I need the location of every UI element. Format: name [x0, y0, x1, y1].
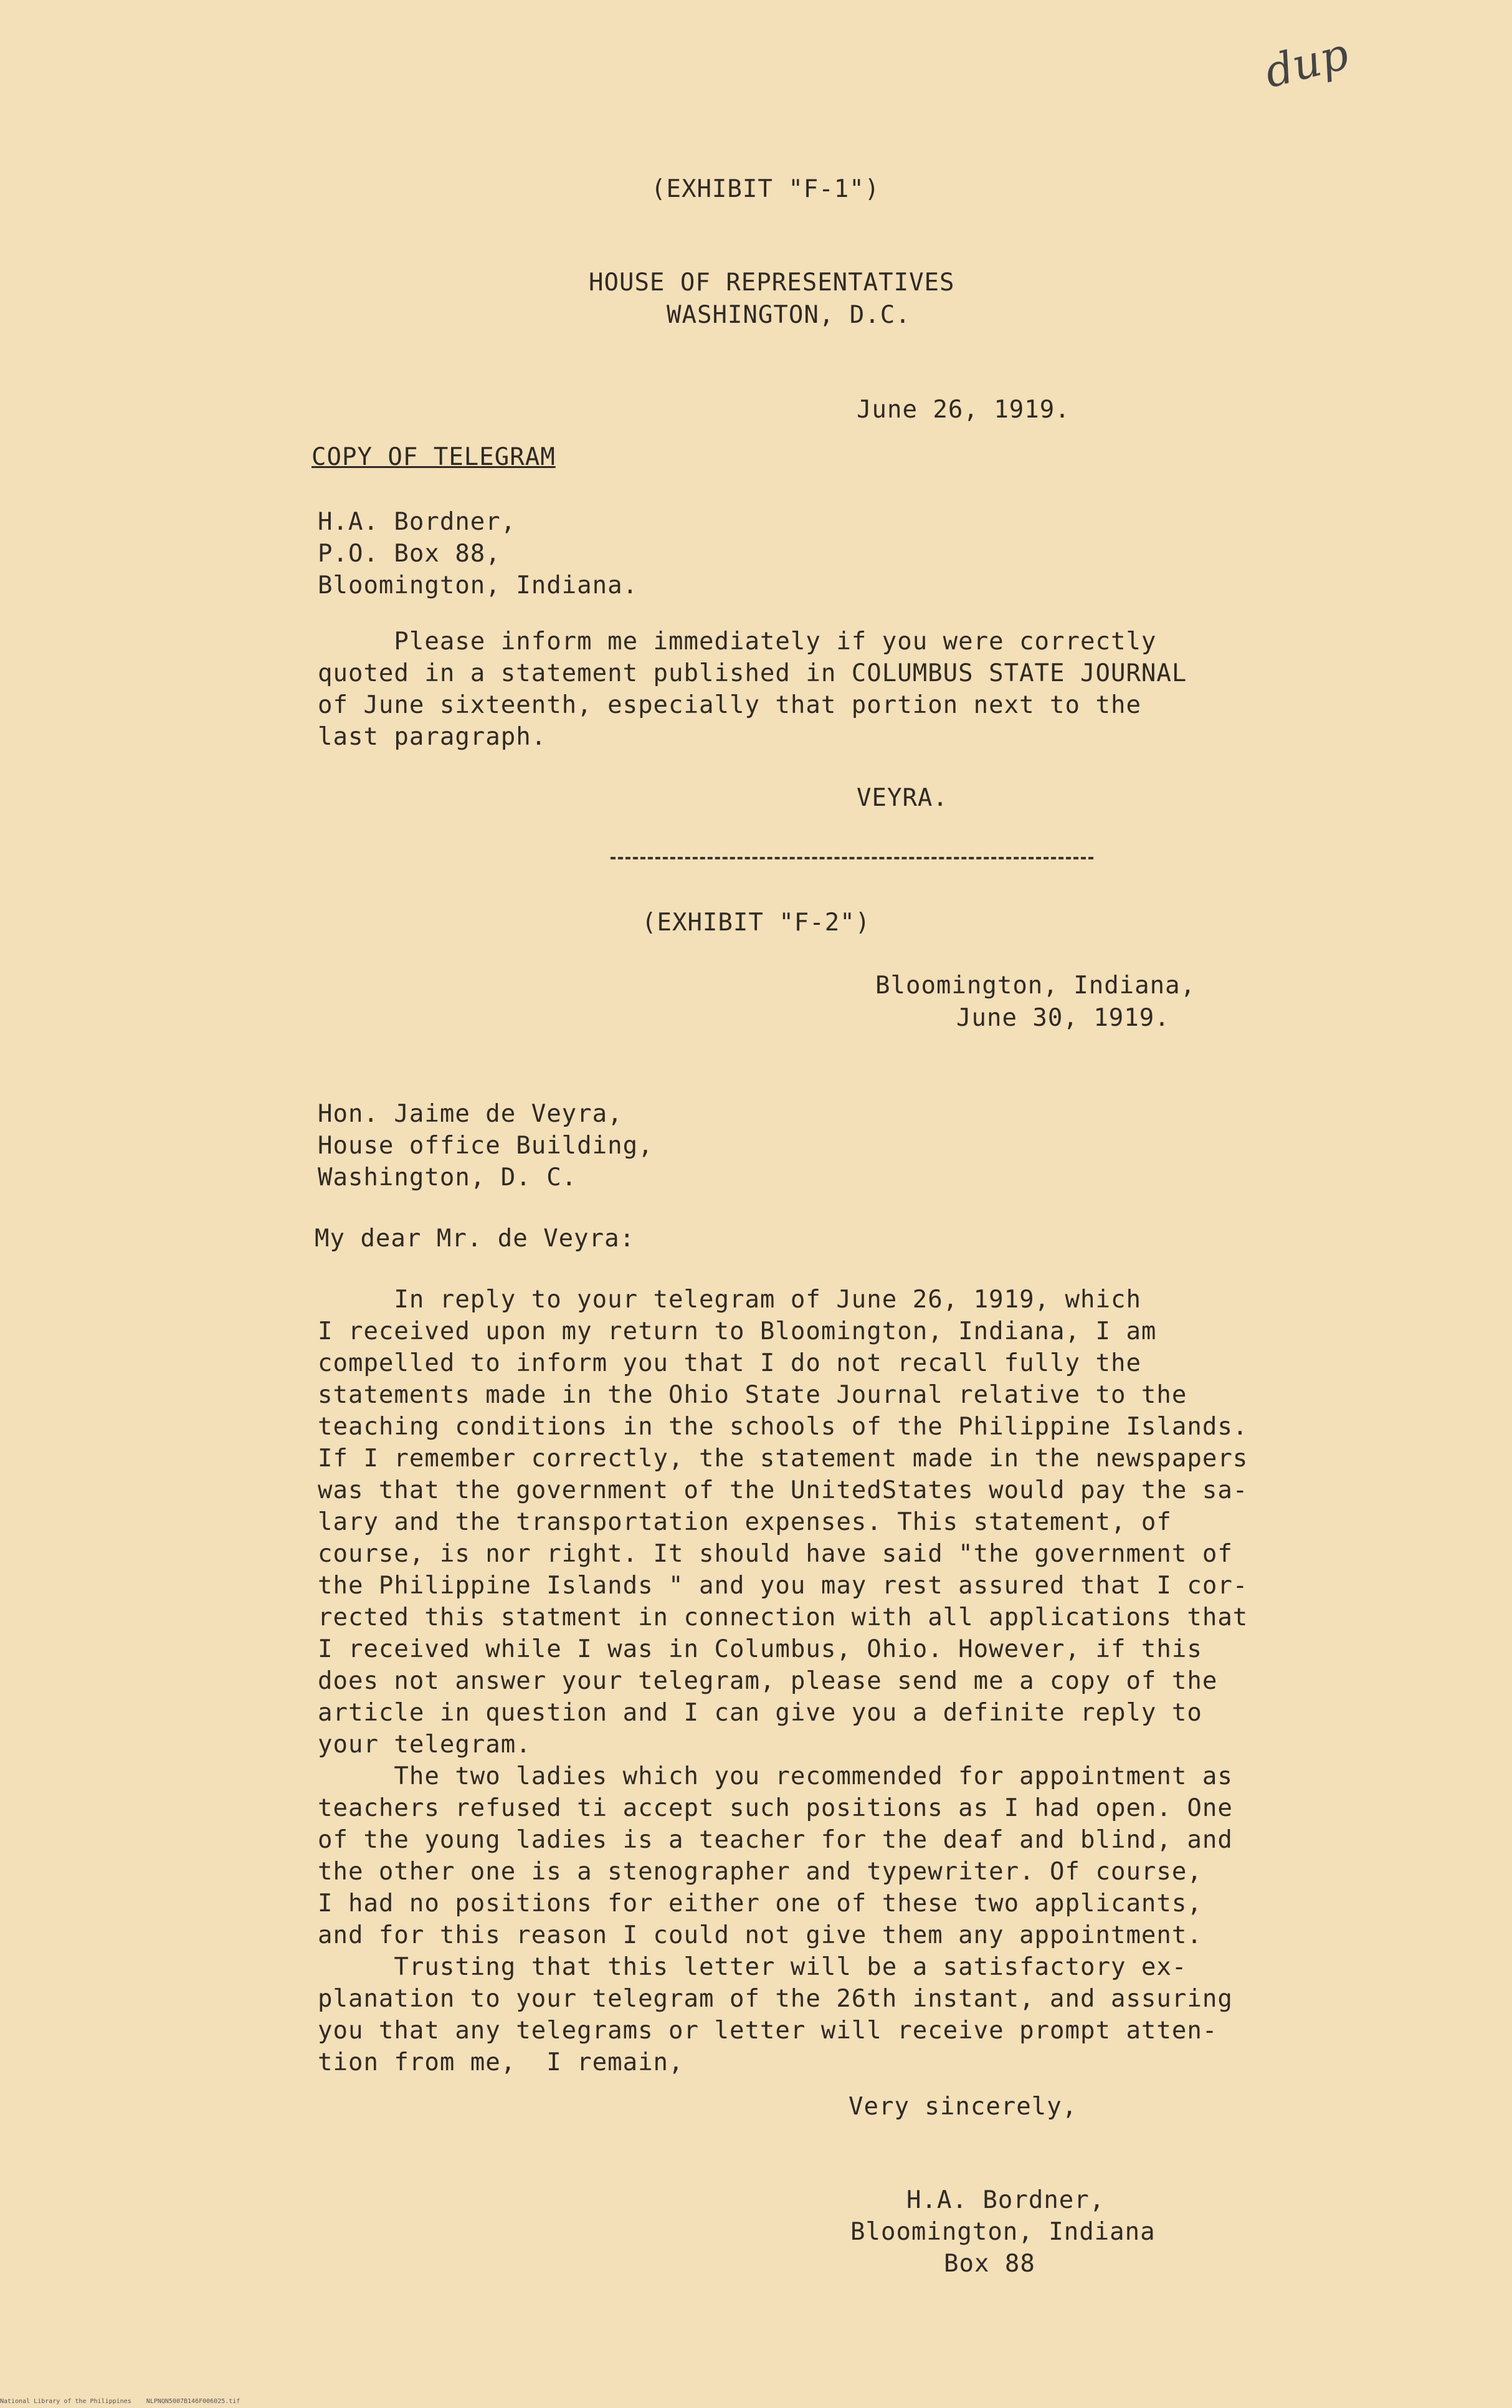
- body-line: compelled to inform you that I do not recall fully the: [318, 1349, 1141, 1377]
- body-line: statements made in the Ohio State Journal relative to the: [318, 1381, 1187, 1409]
- telegram-body: [318, 626, 1290, 753]
- body-line: you that any telegrams or letter will receive prompt atten-: [318, 2017, 1218, 2045]
- signature-line: Bloomington, Indiana: [850, 2218, 1156, 2246]
- address-line: Bloomington, Indiana.: [318, 571, 639, 600]
- body-line: of the young ladies is a teacher for the deaf and blind, and: [318, 1826, 1233, 1854]
- body-line: rected this statment in connection with all applications that: [318, 1603, 1248, 1632]
- body-line: I had no positions for either one of these two applicants,: [318, 1890, 1202, 1918]
- letter-date: June 30, 1919.: [956, 1004, 1170, 1032]
- body-line: I received upon my return to Bloomington, Indiana, I am: [318, 1317, 1157, 1345]
- signature-line: Box 88: [944, 2250, 1035, 2278]
- body-line: the Philippine Islands " and you may rest assured that I cor-: [318, 1572, 1248, 1600]
- letter-body: [318, 1284, 1290, 2078]
- body-line: Please inform me immediately if you were correctly: [318, 628, 1157, 656]
- address-line: H.A. Bordner,: [318, 508, 516, 536]
- body-line: of June sixteenth, especially that portion next to the: [318, 691, 1141, 719]
- body-line: tion from me, I remain,: [318, 2048, 684, 2076]
- body-line: the other one is a stenographer and typewriter. Of course,: [318, 1858, 1202, 1886]
- body-line: was that the government of the UnitedStates would pay the sa-: [318, 1476, 1248, 1504]
- body-line: I received while I was in Columbus, Ohio. However, if this: [318, 1635, 1202, 1663]
- body-line: and for this reason I could not give them any appointment.: [318, 1921, 1202, 1949]
- letter-place: Bloomington, Indiana,: [875, 972, 1196, 1000]
- body-line: planation to your telegram of the 26th instant, and assuring: [318, 1985, 1233, 2013]
- handwritten-annotation: dup: [1260, 27, 1354, 98]
- letterhead-line-2: WASHINGTON, D.C.: [667, 301, 911, 329]
- body-line: If I remember correctly, the statement made in the newspapers: [318, 1445, 1248, 1473]
- signature-line: H.A. Bordner,: [906, 2186, 1105, 2214]
- body-line: teachers refused ti accept such positions as I had open. One: [318, 1794, 1233, 1822]
- letter-salutation: My dear Mr. de Veyra:: [315, 1225, 635, 1253]
- letter-recipient: [318, 1098, 1290, 1193]
- copy-of-telegram-label: COPY OF TELEGRAM: [311, 443, 556, 471]
- letter-closing: Very sincerely,: [849, 2093, 1078, 2121]
- recipient-line: Hon. Jaime de Veyra,: [318, 1100, 623, 1128]
- recipient-line: House office Building,: [318, 1132, 654, 1160]
- letterhead-line-1: HOUSE OF REPRESENTATIVES: [589, 269, 955, 297]
- body-line: In reply to your telegram of June 26, 1919, which: [318, 1286, 1141, 1314]
- letter-signature: [850, 2184, 1286, 2280]
- body-line: Trusting that this letter will be a satisfactory ex-: [318, 1953, 1187, 1981]
- exhibit-f1-label: (EXHIBIT "F-1"): [651, 175, 880, 203]
- telegram-address: [318, 506, 1290, 601]
- body-line: teaching conditions in the schools of the Philippine Islands.: [318, 1413, 1248, 1441]
- body-line: article in question and I can give you a definite reply to: [318, 1699, 1202, 1727]
- body-line: The two ladies which you recommended for appointment as: [318, 1762, 1233, 1790]
- body-line: course, is nor right. It should have said "the government of: [318, 1540, 1233, 1568]
- telegram-date: June 26, 1919.: [857, 396, 1070, 424]
- telegram-signature: VEYRA.: [857, 784, 948, 812]
- body-line: does not answer your telegram, please send me a copy of the: [318, 1667, 1218, 1695]
- archive-footer: National Library of the Philippines NLPNQN5007B146F006025.tif: [0, 2398, 240, 2405]
- body-line: your telegram.: [318, 1731, 531, 1759]
- recipient-line: Washington, D. C.: [318, 1163, 578, 1192]
- body-line: quoted in a statement published in COLUMBUS STATE JOURNAL: [318, 659, 1187, 687]
- address-line: P.O. Box 88,: [318, 540, 501, 568]
- body-line: lary and the transportation expenses. This statement, of: [318, 1508, 1172, 1536]
- exhibit-f2-label: (EXHIBIT "F-2"): [642, 909, 871, 937]
- section-divider: [611, 857, 1093, 859]
- body-line: last paragraph.: [318, 723, 547, 751]
